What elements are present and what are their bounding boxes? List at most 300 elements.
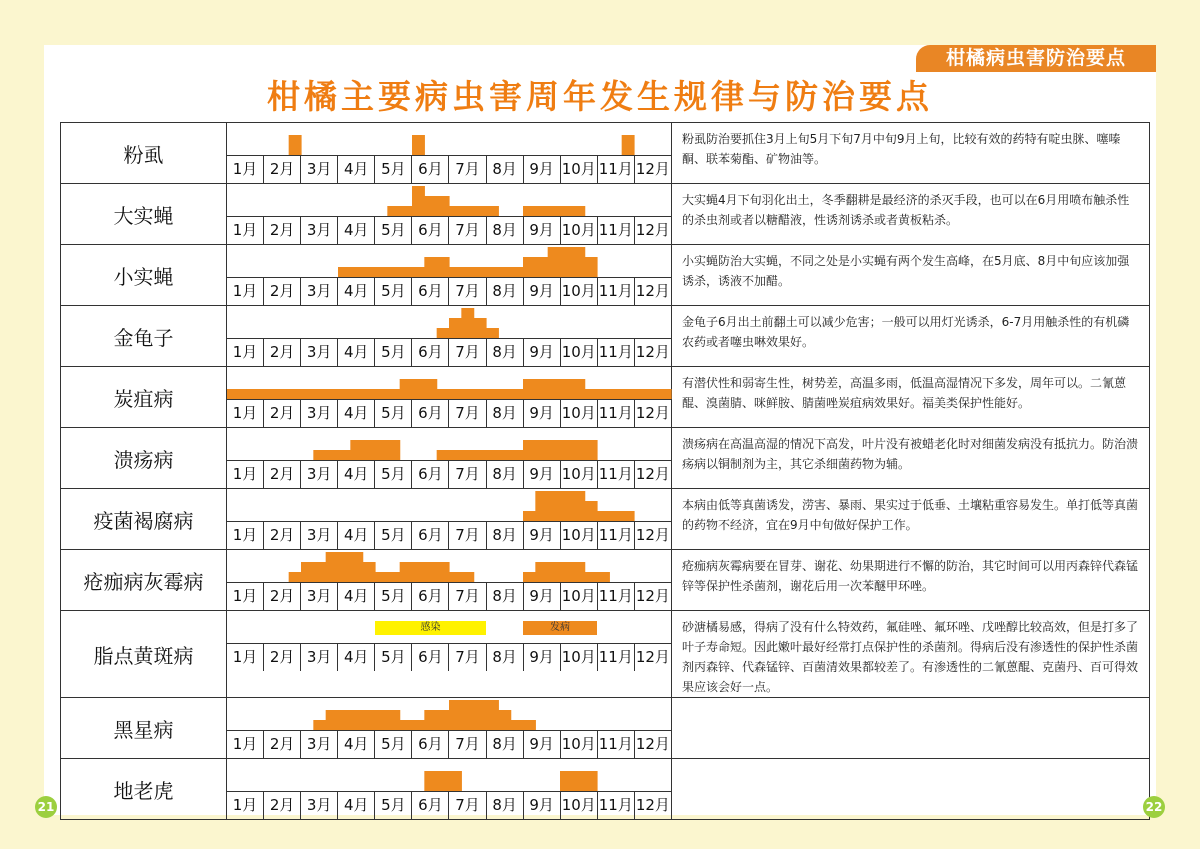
month-axis: [227, 791, 671, 819]
page-title: 柑橘主要病虫害周年发生规律与防治要点: [267, 77, 933, 116]
occurrence-bar: [548, 379, 561, 399]
pest-name: 脂点黄斑病: [61, 611, 227, 698]
table-row: [61, 759, 1150, 820]
occurrence-bar: [326, 389, 339, 399]
occurrence-bar: [461, 267, 474, 277]
month-label: 7月: [449, 522, 486, 549]
occurrence-bar: [424, 257, 437, 277]
occurrence-bar: [572, 379, 585, 399]
occurrence-bar: [535, 440, 548, 460]
occurrence-bar: [350, 267, 363, 277]
occurrence-bar: [523, 440, 536, 460]
month-label: 10月: [561, 400, 598, 427]
occurrence-bar: [511, 720, 524, 730]
occurrence-bar: [498, 389, 511, 399]
month-label: 9月: [524, 156, 561, 183]
pest-name: 溃疡病: [61, 428, 227, 489]
occurrence-bar: [437, 196, 450, 216]
month-label: 9月: [524, 583, 561, 610]
occurrence-bar: [585, 257, 598, 277]
occurrence-bar: [585, 389, 598, 399]
month-label: 11月: [598, 339, 635, 366]
month-label: 5月: [375, 644, 412, 671]
month-label: 7月: [449, 217, 486, 244]
month-label: 10月: [561, 278, 598, 305]
occurrence-bar: [597, 572, 610, 582]
month-label: 9月: [524, 400, 561, 427]
occurrence-bar: [548, 206, 561, 216]
month-label: 12月: [635, 160, 670, 178]
month-label: 12月: [635, 587, 670, 605]
occurrence-bar: [585, 771, 598, 791]
control-note: 金龟子6月出土前翻土可以减少危害；一般可以用灯光诱杀，6-7月用触杀性的有机磷农药或者噻虫啉效果好。: [672, 306, 1150, 367]
occurrence-bar: [498, 710, 511, 730]
month-label: 2月: [264, 278, 301, 305]
occurrence-bar: [400, 267, 413, 277]
pest-name: 粉虱: [61, 123, 227, 184]
occurrence-bar: [622, 511, 635, 521]
occurrence-bar: [585, 440, 598, 460]
occurrence-bar: [572, 440, 585, 460]
occurrence-bar: [363, 710, 376, 730]
month-label: 5月: [375, 522, 412, 549]
occurrence-bar: [523, 511, 536, 521]
month-label: 5月: [375, 731, 412, 758]
month-label: 9月: [524, 522, 561, 549]
month-label: 1月: [227, 583, 264, 610]
occurrence-bar: [572, 771, 585, 791]
month-label: 8月: [487, 278, 524, 305]
month-label: 8月: [487, 583, 524, 610]
occurrence-bar: [535, 257, 548, 277]
occurrence-bar: [313, 450, 326, 460]
month-label: 5月: [375, 217, 412, 244]
month-label: 4月: [338, 339, 375, 366]
occurrence-bar: [264, 389, 277, 399]
occurrence-bar: [387, 710, 400, 730]
occurrence-bar: [350, 710, 363, 730]
month-label: 10月: [561, 156, 598, 183]
table-row: [61, 123, 1150, 184]
occurrence-curve: [227, 367, 671, 399]
occurrence-chart: [227, 123, 672, 184]
month-label: 8月: [487, 644, 524, 671]
onset-band: 发病: [523, 621, 597, 635]
month-label: 7月: [449, 461, 486, 488]
month-label: 4月: [338, 644, 375, 671]
month-label: 1月: [227, 278, 264, 305]
table-row: [61, 698, 1150, 759]
month-label: 8月: [487, 792, 524, 819]
month-label: 8月: [487, 217, 524, 244]
occurrence-curve: [227, 489, 671, 521]
month-label: 4月: [338, 583, 375, 610]
occurrence-bar: [523, 720, 536, 730]
occurrence-bar: [535, 562, 548, 582]
occurrence-bar: [585, 572, 598, 582]
month-label: 1月: [227, 461, 264, 488]
month-label: 7月: [449, 583, 486, 610]
occurrence-bar: [363, 389, 376, 399]
occurrence-bar: [350, 440, 363, 460]
page-number-right: 22: [1143, 796, 1165, 818]
month-label: 11月: [598, 792, 635, 819]
occurrence-bar: [424, 562, 437, 582]
occurrence-bar: [560, 206, 573, 216]
occurrence-chart: [227, 698, 672, 759]
occurrence-bar: [535, 206, 548, 216]
occurrence-bar: [449, 700, 462, 730]
control-note: 大实蝇4月下旬羽化出土，冬季翻耕是最经济的杀灭手段，也可以在6月用喷布触杀性的杀虫剂或者以糖醋液，性诱剂诱杀或者黄板粘杀。: [672, 184, 1150, 245]
month-label: 2月: [264, 583, 301, 610]
occurrence-curve: [227, 550, 671, 582]
occurrence-curve: [227, 123, 671, 155]
month-label: 12月: [635, 221, 670, 239]
occurrence-bar: [449, 389, 462, 399]
month-label: 12月: [635, 465, 670, 483]
occurrence-bar: [387, 206, 400, 216]
occurrence-bar: [412, 267, 425, 277]
month-label: 2月: [264, 522, 301, 549]
occurrence-bar: [375, 267, 388, 277]
occurrence-bar: [486, 206, 499, 216]
month-label: 8月: [487, 339, 524, 366]
month-label: 1月: [227, 217, 264, 244]
pest-name: 小实蝇: [61, 245, 227, 306]
month-label: 12月: [635, 735, 670, 753]
occurrence-bar: [338, 710, 351, 730]
month-label: 6月: [412, 644, 449, 671]
occurrence-bar: [659, 389, 672, 399]
occurrence-bar: [400, 562, 413, 582]
section-tab: 柑橘病虫害防治要点: [916, 45, 1156, 72]
month-label: 3月: [301, 583, 338, 610]
month-label: 1月: [227, 522, 264, 549]
occurrence-bar: [449, 267, 462, 277]
month-label: 3月: [301, 644, 338, 671]
month-label: 4月: [338, 400, 375, 427]
month-label: 11月: [598, 522, 635, 549]
occurrence-bar: [634, 389, 647, 399]
month-label: 5月: [375, 339, 412, 366]
occurrence-bar: [486, 700, 499, 730]
month-axis: [227, 460, 671, 488]
occurrence-bar: [548, 562, 561, 582]
occurrence-bar: [461, 206, 474, 216]
occurrence-bar: [437, 771, 450, 791]
occurrence-bar: [289, 135, 302, 155]
occurrence-bar: [387, 389, 400, 399]
occurrence-bar: [486, 328, 499, 338]
occurrence-bar: [350, 552, 363, 582]
occurrence-curve: [227, 428, 671, 460]
month-axis: [227, 582, 671, 610]
month-label: 10月: [561, 583, 598, 610]
occurrence-bar: [363, 267, 376, 277]
occurrence-bar: [239, 389, 252, 399]
month-label: 10月: [561, 339, 598, 366]
occurrence-bar: [449, 572, 462, 582]
occurrence-bar: [449, 450, 462, 460]
month-label: 1月: [227, 339, 264, 366]
table-row: [61, 550, 1150, 611]
control-note: 砂溏橘易感，得病了没有什么特效药，氟硅唑、氟环唑、戊唑醇比较高效，但是打多了叶子寿命短。因此嫩叶最好经常打点保护性的杀菌剂。得病后没有渗透性的保护性杀菌剂丙森锌、代森锰锌、百菌清效果都较差了。有渗透性的二氰蒽醌、克菌丹、百可得效果应该会好一点。: [672, 611, 1150, 698]
month-label: 3月: [301, 156, 338, 183]
occurrence-bar: [474, 389, 487, 399]
occurrence-bar: [313, 720, 326, 730]
month-axis: [227, 155, 671, 183]
occurrence-bar: [338, 450, 351, 460]
month-label: 4月: [338, 461, 375, 488]
month-label: 4月: [338, 792, 375, 819]
table-row: [61, 367, 1150, 428]
month-label: 3月: [301, 217, 338, 244]
occurrence-bar: [363, 562, 376, 582]
month-label: 6月: [412, 156, 449, 183]
month-label: 12月: [635, 282, 670, 300]
occurrence-bar: [535, 379, 548, 399]
occurrence-bar: [523, 206, 536, 216]
occurrence-curve: [227, 184, 671, 216]
occurrence-bar: [437, 257, 450, 277]
pest-name: 炭疽病: [61, 367, 227, 428]
occurrence-bar: [424, 771, 437, 791]
occurrence-bar: [424, 379, 437, 399]
occurrence-bar: [276, 389, 289, 399]
table-row: [61, 306, 1150, 367]
table-row: [61, 245, 1150, 306]
occurrence-bar: [585, 501, 598, 521]
month-label: 7月: [449, 400, 486, 427]
occurrence-bar: [474, 450, 487, 460]
occurrence-bar: [252, 389, 265, 399]
occurrence-bar: [511, 450, 524, 460]
month-label: 2月: [264, 731, 301, 758]
month-label: 10月: [561, 461, 598, 488]
month-axis: [227, 399, 671, 427]
control-note: 小实蝇防治大实蝇，不同之处是小实蝇有两个发生高峰，在5月底、8月中旬应该加强诱杀，诱液不加醋。: [672, 245, 1150, 306]
occurrence-bar: [461, 572, 474, 582]
month-label: 2月: [264, 217, 301, 244]
occurrence-bar: [572, 562, 585, 582]
occurrence-bar: [474, 318, 487, 338]
month-label: 1月: [227, 400, 264, 427]
occurrence-bar: [326, 450, 339, 460]
occurrence-bar: [548, 440, 561, 460]
occurrence-bar: [313, 389, 326, 399]
occurrence-bar: [523, 572, 536, 582]
month-label: 5月: [375, 583, 412, 610]
occurrence-bar: [461, 308, 474, 338]
month-label: 9月: [524, 731, 561, 758]
occurrence-bar: [412, 562, 425, 582]
month-label: 12月: [635, 343, 670, 361]
occurrence-bar: [400, 379, 413, 399]
month-label: 12月: [635, 404, 670, 422]
occurrence-chart: [227, 306, 672, 367]
month-label: 2月: [264, 156, 301, 183]
month-label: 11月: [598, 731, 635, 758]
occurrence-bar: [597, 511, 610, 521]
month-axis: [227, 521, 671, 549]
occurrence-bar: [511, 389, 524, 399]
occurrence-bar: [461, 450, 474, 460]
month-label: 7月: [449, 792, 486, 819]
pest-name: 疮痂病灰霉病: [61, 550, 227, 611]
occurrence-chart: [227, 550, 672, 611]
month-label: 11月: [598, 644, 635, 671]
empty-note-cell: [672, 698, 1150, 759]
occurrence-bar: [548, 247, 561, 277]
month-label: 8月: [487, 461, 524, 488]
occurrence-bar: [474, 267, 487, 277]
occurrence-bar: [560, 491, 573, 521]
month-label: 3月: [301, 731, 338, 758]
month-label: 5月: [375, 792, 412, 819]
month-axis: [227, 277, 671, 305]
occurrence-bar: [511, 267, 524, 277]
month-label: 12月: [635, 796, 670, 814]
occurrence-bar: [560, 379, 573, 399]
occurrence-chart: [227, 611, 672, 698]
month-label: 6月: [412, 731, 449, 758]
occurrence-bar: [597, 389, 610, 399]
month-label: 12月: [635, 526, 670, 544]
occurrence-bar: [572, 491, 585, 521]
month-label: 9月: [524, 644, 561, 671]
month-label: 3月: [301, 792, 338, 819]
month-label: 8月: [487, 156, 524, 183]
month-label: 4月: [338, 522, 375, 549]
month-label: 11月: [598, 400, 635, 427]
occurrence-bar: [375, 389, 388, 399]
month-label: 9月: [524, 792, 561, 819]
page-number-left: 21: [35, 796, 57, 818]
occurrence-bar: [609, 389, 622, 399]
occurrence-bar: [338, 552, 351, 582]
occurrence-bar: [646, 389, 659, 399]
occurrence-bar: [424, 710, 437, 730]
month-label: 2月: [264, 644, 301, 671]
occurrence-bar: [424, 196, 437, 216]
month-label: 1月: [227, 731, 264, 758]
occurrence-bar: [289, 572, 302, 582]
occurrence-bar: [301, 562, 314, 582]
occurrence-bar: [437, 710, 450, 730]
month-label: 10月: [561, 792, 598, 819]
month-label: 10月: [561, 644, 598, 671]
month-label: 7月: [449, 644, 486, 671]
occurrence-bar: [400, 720, 413, 730]
occurrence-chart: [227, 489, 672, 550]
occurrence-bar: [338, 267, 351, 277]
occurrence-bar: [498, 267, 511, 277]
pest-name: 疫菌褐腐病: [61, 489, 227, 550]
month-label: 10月: [561, 731, 598, 758]
occurrence-chart: [227, 367, 672, 428]
month-label: 3月: [301, 461, 338, 488]
occurrence-bar: [486, 389, 499, 399]
occurrence-bar: [387, 572, 400, 582]
occurrence-bar: [622, 135, 635, 155]
occurrence-chart: [227, 759, 672, 820]
month-label: 2月: [264, 339, 301, 366]
occurrence-bar: [449, 206, 462, 216]
occurrence-bar: [387, 440, 400, 460]
month-label: 12月: [635, 648, 670, 666]
occurrence-bar: [622, 389, 635, 399]
month-label: 8月: [487, 400, 524, 427]
pest-name: 黑星病: [61, 698, 227, 759]
month-label: 6月: [412, 217, 449, 244]
month-axis: [227, 643, 671, 671]
occurrence-bar: [375, 440, 388, 460]
occurrence-bar: [313, 562, 326, 582]
occurrence-bar: [449, 771, 462, 791]
table-row: [61, 611, 1150, 698]
occurrence-bar: [474, 700, 487, 730]
occurrence-bar: [486, 267, 499, 277]
pest-name: 地老虎: [61, 759, 227, 820]
occurrence-bar: [474, 206, 487, 216]
occurrence-bar: [375, 572, 388, 582]
occurrence-bar: [449, 318, 462, 338]
infection-band: 感染: [375, 621, 486, 635]
month-label: 7月: [449, 339, 486, 366]
month-label: 6月: [412, 339, 449, 366]
month-label: 3月: [301, 400, 338, 427]
occurrence-curve: [227, 698, 671, 730]
table-row: [61, 184, 1150, 245]
occurrence-bar: [560, 771, 573, 791]
month-label: 5月: [375, 278, 412, 305]
occurrence-bar: [412, 379, 425, 399]
occurrence-chart: [227, 184, 672, 245]
month-label: 10月: [561, 522, 598, 549]
occurrence-bar: [412, 720, 425, 730]
occurrence-bar: [572, 247, 585, 277]
occurrence-chart: [227, 245, 672, 306]
occurrence-bar: [227, 389, 240, 399]
occurrence-curve: [227, 306, 671, 338]
month-label: 3月: [301, 278, 338, 305]
month-label: 6月: [412, 583, 449, 610]
month-label: 6月: [412, 400, 449, 427]
occurrence-bar: [326, 552, 339, 582]
pest-calendar-table: [60, 122, 1150, 820]
occurrence-bar: [350, 389, 363, 399]
month-label: 11月: [598, 217, 635, 244]
table-row: [61, 489, 1150, 550]
month-label: 7月: [449, 156, 486, 183]
month-axis: [227, 730, 671, 758]
occurrence-bar: [523, 257, 536, 277]
occurrence-bar: [338, 389, 351, 399]
month-label: 1月: [227, 156, 264, 183]
occurrence-bar: [560, 247, 573, 277]
pest-name: 金龟子: [61, 306, 227, 367]
month-label: 1月: [227, 792, 264, 819]
occurrence-bar: [437, 389, 450, 399]
occurrence-chart: [227, 428, 672, 489]
occurrence-bar: [363, 440, 376, 460]
month-label: 11月: [598, 156, 635, 183]
occurrence-bar: [486, 450, 499, 460]
occurrence-bar: [326, 710, 339, 730]
month-label: 7月: [449, 731, 486, 758]
occurrence-bar: [560, 562, 573, 582]
occurrence-bar: [523, 379, 536, 399]
